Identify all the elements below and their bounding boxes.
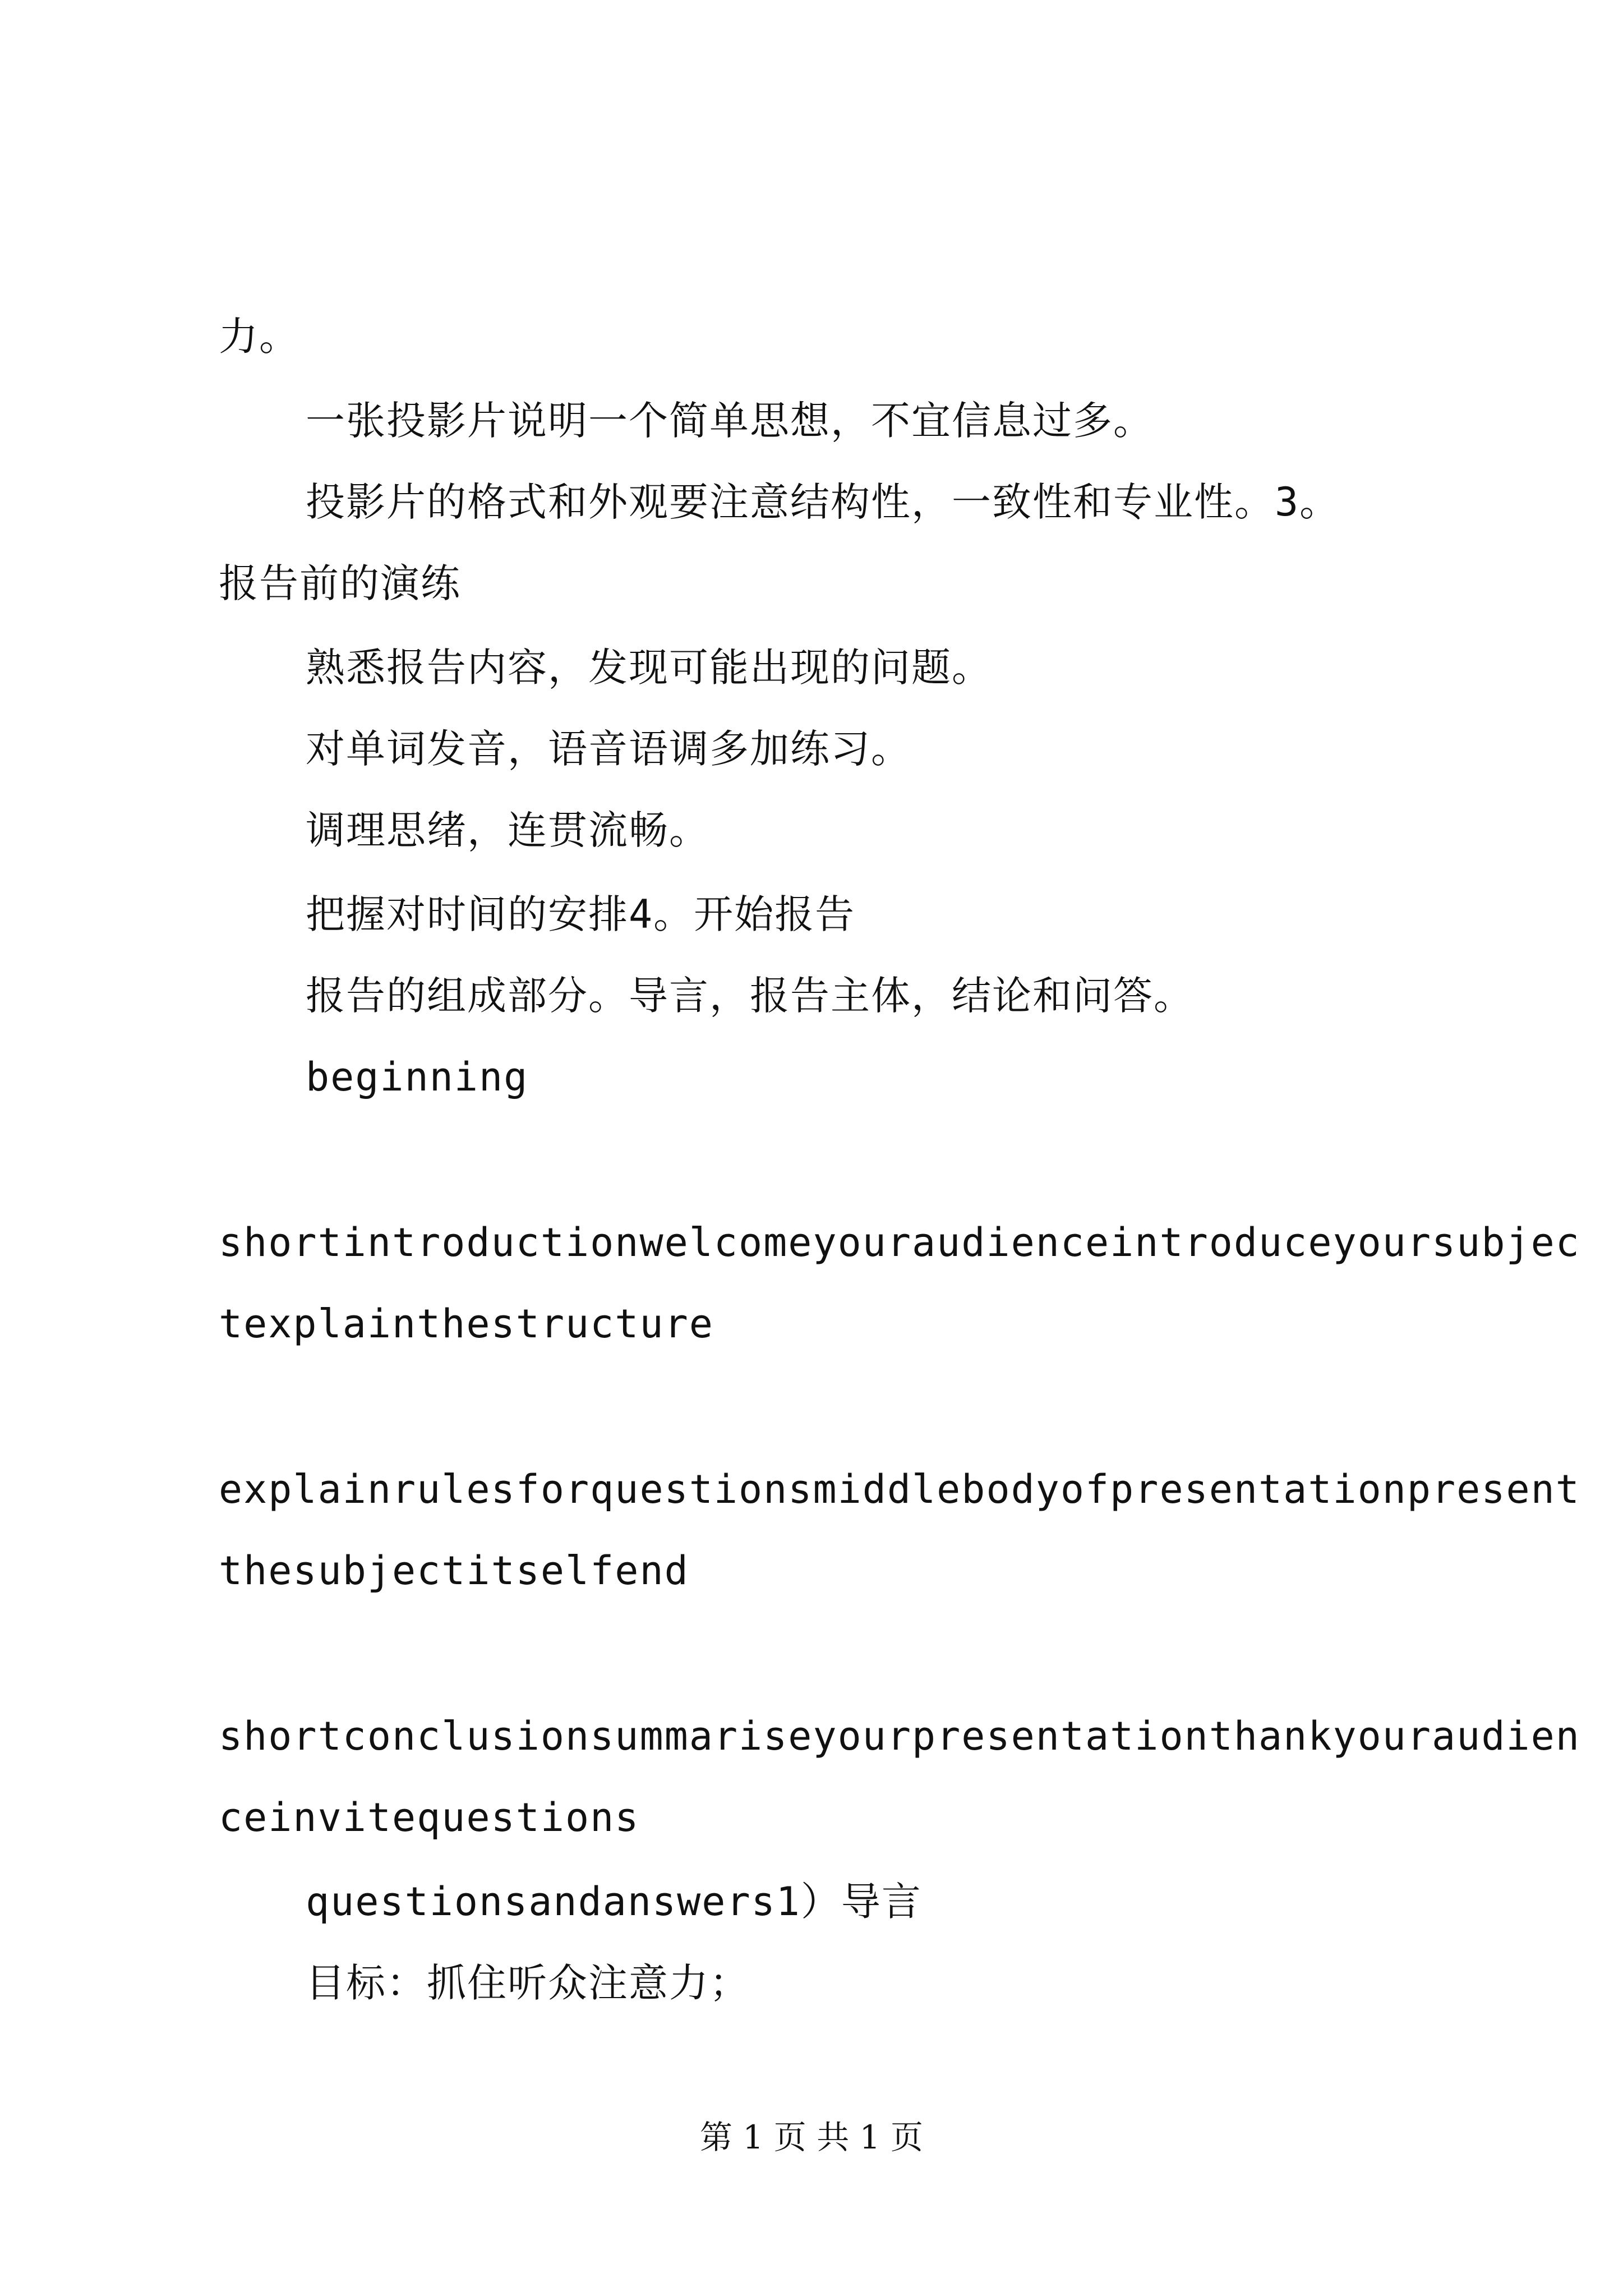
- text-line-16: ceinvitequestions: [219, 1795, 640, 1841]
- text-line-13: explainrulesforquestionsmiddlebodyofpresentationpresent: [219, 1466, 1580, 1512]
- text-line-9: 报告的组成部分。导言，报告主体，结论和问答。: [306, 973, 1194, 1019]
- page-footer: 第 1 页 共 1 页: [700, 2118, 923, 2156]
- text-line-6: 对单词发音，语音语调多加练习。: [306, 726, 911, 772]
- text-line-14: thesubjectitselfend: [219, 1548, 689, 1594]
- text-line-18: 目标：抓住听众注意力；: [306, 1960, 750, 2006]
- text-line-3: 投影片的格式和外观要注意结构性，一致性和专业性。3。: [306, 479, 1340, 525]
- text-line-8: 把握对时间的安排4。开始报告: [306, 891, 856, 937]
- text-line-17: questionsandanswers1）导言: [306, 1879, 922, 1925]
- text-line-11: shortintroductionwelcomeyouraudienceintroduceyoursubjec: [219, 1220, 1580, 1266]
- text-line-2: 一张投影片说明一个简单思想，不宜信息过多。: [306, 398, 1154, 444]
- text-line-12: texplainthestructure: [219, 1301, 714, 1347]
- text-line-15: shortconclusionsummariseyourpresentationthankyouraudien: [219, 1713, 1580, 1759]
- text-line-10: beginning: [306, 1054, 529, 1100]
- text-line-1: 力。: [219, 314, 299, 360]
- text-line-4: 报告前的演练: [219, 560, 461, 606]
- text-line-5: 熟悉报告内容，发现可能出现的问题。: [306, 645, 992, 691]
- text-line-7: 调理思绪，连贯流畅。: [306, 807, 709, 853]
